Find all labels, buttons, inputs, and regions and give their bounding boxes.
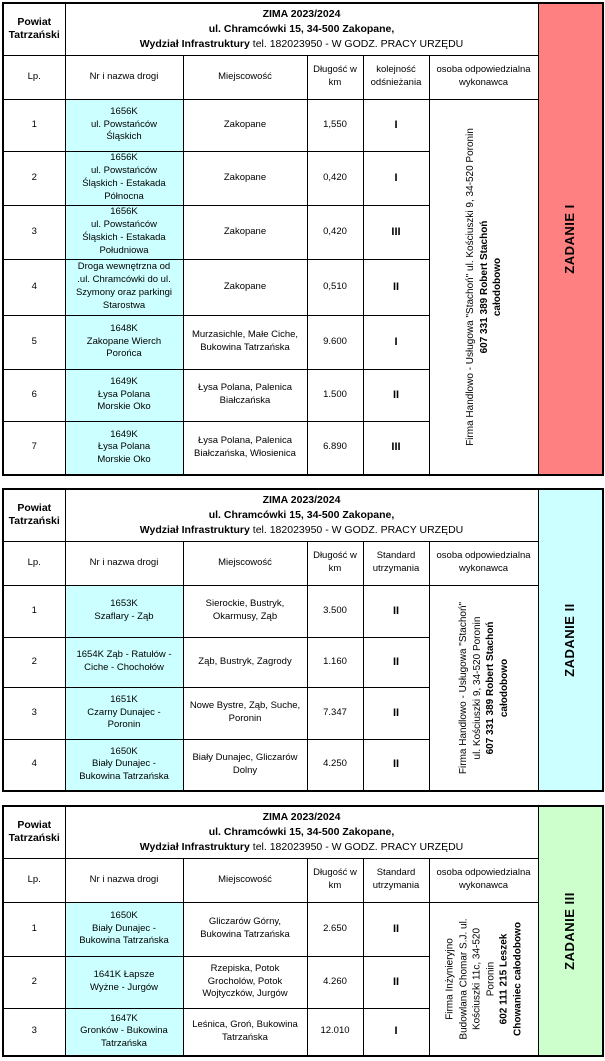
row-order: II xyxy=(363,687,429,739)
row-lp: 2 xyxy=(3,151,65,205)
zadanie-2-cell xyxy=(538,489,603,791)
col-place: Miejscowość xyxy=(183,55,307,99)
row-road: Droga wewnętrzna od .ul. Chramcówki do ul. Szymony oraz parkingi Starostwa xyxy=(65,259,183,315)
table-zadanie-3 xyxy=(2,805,604,1057)
col-lp: Lp. xyxy=(3,541,65,585)
table-row xyxy=(3,585,603,637)
row-road: 1649K Łysa Polana Morskie Oko xyxy=(65,421,183,475)
col-length: Długość w km xyxy=(307,55,363,99)
col-place: Miejscowość xyxy=(183,858,307,902)
row-lp: 1 xyxy=(3,99,65,151)
row-place: Rzepiska, Potok Grocholów, Potok Wojtyczków, Jurgów xyxy=(183,956,307,1008)
row-road: 1641K Łapsze Wyżne - Jurgów xyxy=(65,956,183,1008)
col-lp: Lp. xyxy=(3,55,65,99)
row-length: 6.890 xyxy=(307,421,363,475)
row-road: 1656K ul. Powstańców Śląskich - Estakada Południowa xyxy=(65,205,183,259)
table-row xyxy=(3,902,603,956)
row-road: 1654K Ząb - Ratułów - Ciche - Chochołów xyxy=(65,637,183,687)
row-length: 0,420 xyxy=(307,151,363,205)
row-length: 4.260 xyxy=(307,956,363,1008)
col-length: Długość w km xyxy=(307,541,363,585)
row-order: I xyxy=(363,315,429,369)
table-zadanie-1 xyxy=(2,2,604,476)
zadanie-3-label: ZADANIE III xyxy=(562,892,578,970)
section-zadanie-1 xyxy=(0,2,605,476)
row-road: 1650K Biały Dunajec - Bukowina Tatrzańska xyxy=(65,739,183,791)
row-order: II xyxy=(363,369,429,421)
col-place: Miejscowość xyxy=(183,541,307,585)
table-row xyxy=(3,99,603,151)
col-road: Nr i nazwa drogi xyxy=(65,541,183,585)
row-order: II xyxy=(363,902,429,956)
row-place: Sierockie, Bustryk, Okarmusy, Ząb xyxy=(183,585,307,637)
col-contractor: osoba odpowiedzialna wykonawca xyxy=(429,541,538,585)
row-place: Ząb, Bustryk, Zagrody xyxy=(183,637,307,687)
powiat-label: Powiat Tatrzański xyxy=(3,806,65,858)
row-length: 7.347 xyxy=(307,687,363,739)
col-contractor: osoba odpowiedzialna wykonawca xyxy=(429,55,538,99)
row-place: Łysa Polana, Palenica Białczańska xyxy=(183,369,307,421)
row-lp: 7 xyxy=(3,421,65,475)
row-order: II xyxy=(363,956,429,1008)
office-header: ZIMA 2023/2024 ul. Chramcówki 15, 34-500 Zakopane, Wydział Infrastruktury tel. 182023950 - W GODZ. PRACY URZĘDU xyxy=(65,489,538,541)
row-length: 12.010 xyxy=(307,1008,363,1056)
row-lp: 1 xyxy=(3,585,65,637)
row-length: 1.160 xyxy=(307,637,363,687)
row-order: I xyxy=(363,151,429,205)
row-road: 1649K Łysa Polana Morskie Oko xyxy=(65,369,183,421)
col-standard: Standard utrzymania xyxy=(363,858,429,902)
zadanie-1-label: ZADANIE I xyxy=(562,204,578,274)
office-header: ZIMA 2023/2024 ul. Chramcówki 15, 34-500 Zakopane, Wydział Infrastruktury tel. 182023950 - W GODZ. PRACY URZĘDU xyxy=(65,3,538,55)
contractor-text: Firma Inżynieryjno Budowlana Chomar S.J. ul. Kościuszki 11c, 34-520 Poronin 602 111 215 Leszek Chowaniec całodobowo xyxy=(444,918,523,1040)
row-road: 1656K ul. Powstańców Śląskich - Estakada Północna xyxy=(65,151,183,205)
row-road: 1656K ul. Powstańców Śląskich xyxy=(65,99,183,151)
row-order: III xyxy=(363,421,429,475)
row-place: Zakopane xyxy=(183,205,307,259)
row-length: 1.500 xyxy=(307,369,363,421)
row-place: Nowe Bystre, Ząb, Suche, Poronin xyxy=(183,687,307,739)
powiat-label: Powiat Tatrzański xyxy=(3,3,65,55)
row-lp: 4 xyxy=(3,739,65,791)
row-lp: 2 xyxy=(3,637,65,687)
row-order: II xyxy=(363,739,429,791)
row-length: 2.650 xyxy=(307,902,363,956)
contractor-cell xyxy=(429,585,538,791)
col-standard: Standard utrzymania xyxy=(363,541,429,585)
powiat-label: Powiat Tatrzański xyxy=(3,489,65,541)
col-order: kolejność odśnieżania xyxy=(363,55,429,99)
section-zadanie-3 xyxy=(0,805,605,1059)
row-lp: 4 xyxy=(3,259,65,315)
col-contractor: osoba odpowiedzialna wykonawca xyxy=(429,858,538,902)
row-road: 1650K Biały Dunajec - Bukowina Tatrzańska xyxy=(65,902,183,956)
row-place: Murzasichle, Małe Ciche, Bukowina Tatrzańska xyxy=(183,315,307,369)
row-length: 0,420 xyxy=(307,205,363,259)
row-place: Gliczarów Górny, Bukowina Tatrzańska xyxy=(183,902,307,956)
row-order: II xyxy=(363,585,429,637)
row-road: 1651K Czarny Dunajec - Poronin xyxy=(65,687,183,739)
row-length: 3.500 xyxy=(307,585,363,637)
zadanie-3-cell xyxy=(538,806,603,1056)
row-place: Biały Dunajec, Gliczarów Dolny xyxy=(183,739,307,791)
row-length: 9.600 xyxy=(307,315,363,369)
row-length: 0,510 xyxy=(307,259,363,315)
row-length: 4.250 xyxy=(307,739,363,791)
row-lp: 6 xyxy=(3,369,65,421)
office-header: ZIMA 2023/2024 ul. Chramcówki 15, 34-500 Zakopane, Wydział Infrastruktury tel. 182023950 - W GODZ. PRACY URZĘDU xyxy=(65,806,538,858)
row-lp: 3 xyxy=(3,687,65,739)
row-length: 1,550 xyxy=(307,99,363,151)
contractor-text: Firma Handlowo - Usługowa "Stachoń" ul. Kościuszki 9, 34-520 Poronin 607 331 389 Robert Stachoń całodobowo xyxy=(457,601,510,774)
row-order: II xyxy=(363,259,429,315)
table-zadanie-2 xyxy=(2,488,604,792)
zadanie-1-cell xyxy=(538,3,603,475)
row-lp: 3 xyxy=(3,1008,65,1056)
zadanie-2-label: ZADANIE II xyxy=(562,603,578,677)
row-order: I xyxy=(363,1008,429,1056)
row-place: Zakopane xyxy=(183,259,307,315)
col-lp: Lp. xyxy=(3,858,65,902)
row-road: 1653K Szaflary - Ząb xyxy=(65,585,183,637)
row-lp: 5 xyxy=(3,315,65,369)
col-road: Nr i nazwa drogi xyxy=(65,858,183,902)
col-road: Nr i nazwa drogi xyxy=(65,55,183,99)
contractor-cell xyxy=(429,99,538,475)
row-order: III xyxy=(363,205,429,259)
row-place: Leśnica, Groń, Bukowina Tatrzańska xyxy=(183,1008,307,1056)
contractor-text: Firma Handlowo - Usługowa "Stachoń" ul. Kościuszki 9, 34-520 Poronin 607 331 389 Robert Stachoń całodobowo xyxy=(464,127,503,446)
contractor-cell xyxy=(429,902,538,1056)
row-order: II xyxy=(363,637,429,687)
row-lp: 1 xyxy=(3,902,65,956)
section-zadanie-2 xyxy=(0,488,605,794)
row-place: Zakopane xyxy=(183,99,307,151)
row-order: I xyxy=(363,99,429,151)
row-lp: 2 xyxy=(3,956,65,1008)
row-road: 1648K Zakopane Wierch Porońca xyxy=(65,315,183,369)
col-length: Długość w km xyxy=(307,858,363,902)
row-place: Zakopane xyxy=(183,151,307,205)
row-place: Łysa Polana, Palenica Białczańska, Włosienica xyxy=(183,421,307,475)
row-road: 1647K Gronków - Bukowina Tatrzańska xyxy=(65,1008,183,1056)
row-lp: 3 xyxy=(3,205,65,259)
